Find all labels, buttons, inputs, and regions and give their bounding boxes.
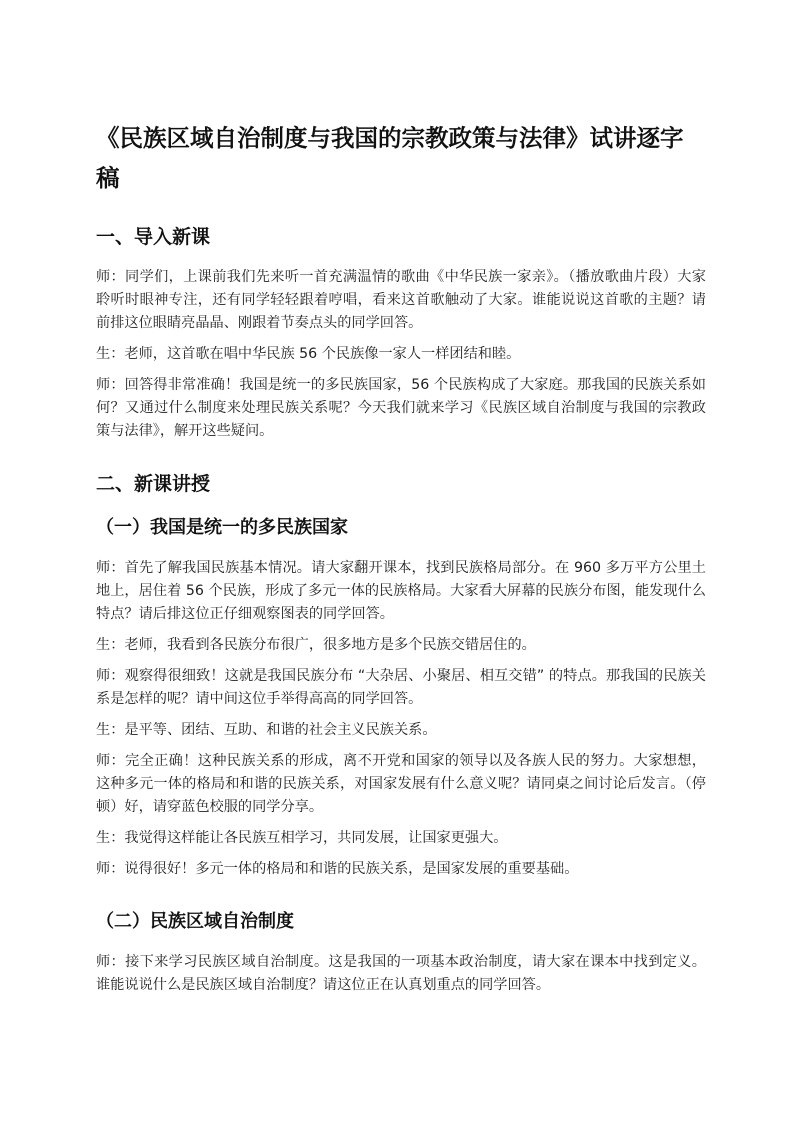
paragraph: 师：观察得很细致！这就是我国民族分布 “大杂居、小聚居、相互交错” 的特点。那我国的民族关系是怎样的呢？请中间这位手举得高高的同学回答。 [96,668,706,707]
paragraph: 师：同学们，上课前我们先来听一首充满温情的歌曲《中华民族一家亲》。（播放歌曲片段）大家聆听时眼神专注，还有同学轻轻跟着哼唱，看来这首歌触动了大家。谁能说说这首歌的主题？请前排这位眼睛亮晶晶、刚跟着节奏点头的同学回答。 [96,269,706,331]
paragraph: 生：老师，我看到各民族分布很广，很多地方是多个民族交错居住的。 [96,637,536,653]
paragraph: 生：是平等、团结、互助、和谐的社会主义民族关系。 [96,722,437,738]
paragraph: 生：老师，这首歌在唱中华民族 56 个民族像一家人一样团结和睦。 [96,346,521,362]
document-page [96,118,706,1005]
paragraph: 师：完全正确！这种民族关系的形成，离不开党和国家的领导以及各族人民的努力。大家想想，这种多元一体的格局和和谐的民族关系，对国家发展有什么意义呢？请同桌之间讨论后发言。（停顿）好，请穿蓝色校服的同学分享。 [96,753,706,815]
paragraph: 师：回答得非常准确！我国是统一的多民族国家，56 个民族构成了大家庭。那我国的民族关系如何？又通过什么制度来处理民族关系呢？今天我们就来学习《民族区域自治制度与我国的宗教政策与法律》，解开这些疑问。 [96,377,706,439]
section-heading-new-lesson: 二、新课讲授 [96,473,211,495]
paragraph: 师：说得很好！多元一体的格局和和谐的民族关系，是国家发展的重要基础。 [96,861,579,877]
paragraph: 师：首先了解我国民族基本情况。请大家翻开课本，找到民族格局部分。在 960 多万平方公里土地上，居住着 56 个民族，形成了多元一体的民族格局。大家看大屏幕的民族分布图，能发现什么特点？请后排这位正仔细观察图表的同学回答。 [96,560,706,622]
paragraph: 生：我觉得这样能让各民族互相学习，共同发展，让国家更强大。 [96,830,508,846]
section-heading-intro: 一、导入新课 [96,226,211,248]
document-title: 《民族区域自治制度与我国的宗教政策与法律》试讲逐字稿 [96,124,684,192]
subsection-heading-regional-autonomy: （二）民族区域自治制度 [96,911,294,932]
subsection-heading-multi-ethnic-country: （一）我国是统一的多民族国家 [96,517,348,538]
paragraph: 师：接下来学习民族区域自治制度。这是我国的一项基本政治制度，请大家在课本中找到定义。谁能说说什么是民族区域自治制度？请这位正在认真划重点的同学回答。 [96,954,706,993]
